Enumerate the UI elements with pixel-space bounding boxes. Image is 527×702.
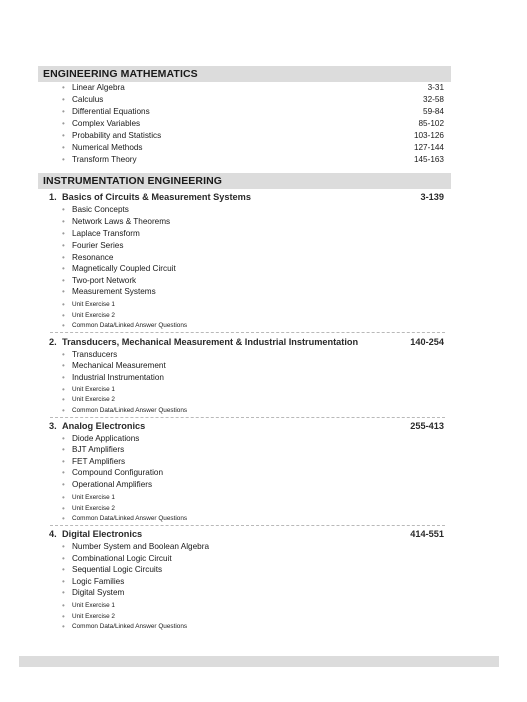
bullet-icon: • [62, 457, 65, 466]
bullet-icon: • [62, 119, 65, 128]
exercise-label: Unit Exercise 1 [72, 602, 115, 609]
toc-item[interactable] [0, 154, 527, 166]
toc-item-label: Calculus [72, 95, 104, 104]
toc-item[interactable] [0, 204, 527, 216]
toc-item[interactable] [0, 564, 527, 576]
bullet-icon: • [62, 514, 65, 523]
toc-item-label: Numerical Methods [72, 143, 143, 152]
toc-item-pages: 59-84 [423, 107, 444, 116]
bullet-icon: • [62, 554, 65, 563]
toc-item[interactable] [0, 541, 527, 553]
chapter-title: Analog Electronics [62, 421, 146, 431]
chapter-number: 4. [49, 529, 57, 539]
bullet-icon: • [62, 445, 65, 454]
exercise-label: Unit Exercise 1 [72, 386, 115, 393]
exercise-item[interactable] [0, 320, 527, 332]
bullet-icon: • [62, 143, 65, 152]
toc-item-label: Compound Configuration [72, 468, 164, 477]
section-title: INSTRUMENTATION ENGINEERING [43, 175, 223, 187]
toc-item[interactable] [0, 94, 527, 106]
toc-item-label: Sequential Logic Circuits [72, 565, 163, 574]
toc-item-label: Network Laws & Theorems [72, 217, 171, 226]
toc-item[interactable] [0, 130, 527, 142]
bullet-icon: • [62, 131, 65, 140]
bullet-icon: • [62, 217, 65, 226]
chapter-page-range: 140-254 [410, 337, 444, 347]
exercise-label: Unit Exercise 2 [72, 505, 115, 512]
bullet-icon: • [62, 229, 65, 238]
toc-item-label: Number System and Boolean Algebra [72, 542, 209, 551]
toc-item-label: Measurement Systems [72, 287, 156, 296]
toc-item-label: Digital System [72, 588, 125, 597]
exercise-label: Unit Exercise 2 [72, 613, 115, 620]
toc-item-label: Resonance [72, 253, 114, 262]
toc-item[interactable] [0, 479, 527, 491]
toc-item[interactable] [0, 82, 527, 94]
toc-item-label: Diode Applications [72, 434, 140, 443]
exercise-label: Common Data/Linked Answer Questions [72, 515, 188, 522]
toc-item-label: Transducers [72, 350, 118, 359]
toc-item-label: Laplace Transform [72, 229, 140, 238]
exercise-label: Common Data/Linked Answer Questions [72, 407, 188, 414]
bullet-icon: • [62, 276, 65, 285]
toc-item-label: Probability and Statistics [72, 131, 162, 140]
toc-item[interactable] [0, 444, 527, 456]
chapter-heading[interactable] [0, 190, 527, 204]
bullet-icon: • [62, 253, 65, 262]
bullet-icon: • [62, 83, 65, 92]
chapter-divider [50, 332, 445, 333]
bullet-icon: • [62, 350, 65, 359]
toc-item-pages: 145-163 [413, 155, 444, 164]
toc-item-pages: 32-58 [423, 95, 444, 104]
exercise-label: Common Data/Linked Answer Questions [72, 322, 188, 329]
bullet-icon: • [62, 264, 65, 273]
toc-item[interactable] [0, 360, 527, 372]
bullet-icon: • [62, 287, 65, 296]
toc-item[interactable] [0, 106, 527, 118]
toc-item-pages: 127-144 [413, 143, 444, 152]
toc-item[interactable] [0, 216, 527, 228]
toc-item[interactable] [0, 372, 527, 384]
bullet-icon: • [62, 565, 65, 574]
bullet-icon: • [62, 361, 65, 370]
bullet-icon: • [62, 588, 65, 597]
exercise-label: Unit Exercise 2 [72, 312, 115, 319]
toc-item-label: Industrial Instrumentation [72, 373, 164, 382]
toc-item-label: Complex Variables [72, 119, 141, 128]
chapter-page-range: 255-413 [410, 421, 444, 431]
chapter-number: 3. [49, 421, 57, 431]
exercise-label: Unit Exercise 2 [72, 396, 115, 403]
toc-item-label: Two-port Network [72, 276, 137, 285]
exercise-item[interactable] [0, 513, 527, 525]
bullet-icon: • [62, 601, 65, 610]
toc-item-label: Differential Equations [72, 107, 150, 116]
bullet-icon: • [62, 321, 65, 330]
toc-item-label: Linear Algebra [72, 83, 125, 92]
toc-item-label: Combinational Logic Circuit [72, 554, 172, 563]
bullet-icon: • [62, 468, 65, 477]
chapter-title: Digital Electronics [62, 529, 143, 539]
toc-item-label: Operational Amplifiers [72, 480, 153, 489]
toc-item-label: Magnetically Coupled Circuit [72, 264, 176, 273]
toc-item-pages: 85-102 [418, 119, 444, 128]
bullet-icon: • [62, 155, 65, 164]
chapter-page-range: 3-139 [420, 192, 444, 202]
toc-item-label: Fourier Series [72, 241, 124, 250]
exercise-item[interactable] [0, 405, 527, 417]
bullet-icon: • [62, 205, 65, 214]
chapter-heading[interactable] [0, 527, 527, 541]
bullet-icon: • [62, 385, 65, 394]
toc-item[interactable] [0, 228, 527, 240]
toc-item-pages: 103-126 [413, 131, 444, 140]
toc-item[interactable] [0, 263, 527, 275]
chapter-page-range: 414-551 [410, 529, 444, 539]
toc-item-label: BJT Amplifiers [72, 445, 125, 454]
chapter-title: Transducers, Mechanical Measurement & Industrial Instrumentation [62, 337, 359, 347]
toc-item[interactable] [0, 467, 527, 479]
section-banner-instrumentation [38, 173, 451, 189]
bullet-icon: • [62, 241, 65, 250]
toc-item[interactable] [0, 142, 527, 154]
bullet-icon: • [62, 406, 65, 415]
chapter-divider [50, 525, 445, 526]
exercise-item[interactable] [0, 621, 527, 633]
toc-item-label: Basic Concepts [72, 205, 129, 214]
section-title: ENGINEERING MATHEMATICS [43, 68, 198, 80]
exercise-label: Unit Exercise 1 [72, 494, 115, 501]
exercise-label: Unit Exercise 1 [72, 301, 115, 308]
chapter-title: Basics of Circuits & Measurement Systems [62, 192, 251, 202]
bullet-icon: • [62, 504, 65, 513]
chapter-heading[interactable] [0, 419, 527, 433]
toc-item[interactable] [0, 587, 527, 599]
exercise-label: Common Data/Linked Answer Questions [72, 623, 188, 630]
bullet-icon: • [62, 434, 65, 443]
chapter-divider [50, 417, 445, 418]
toc-item[interactable] [0, 286, 527, 298]
bullet-icon: • [62, 395, 65, 404]
bullet-icon: • [62, 493, 65, 502]
chapter-heading[interactable] [0, 335, 527, 349]
bullet-icon: • [62, 311, 65, 320]
toc-item-label: Logic Families [72, 577, 125, 586]
bullet-icon: • [62, 542, 65, 551]
bullet-icon: • [62, 95, 65, 104]
chapter-number: 1. [49, 192, 57, 202]
bullet-icon: • [62, 300, 65, 309]
bullet-icon: • [62, 577, 65, 586]
section-banner-mathematics [38, 66, 451, 82]
toc-item[interactable] [0, 240, 527, 252]
bullet-icon: • [62, 622, 65, 631]
footer-bar [19, 656, 499, 667]
bullet-icon: • [62, 107, 65, 116]
toc-item-pages: 3-31 [427, 83, 444, 92]
bullet-icon: • [62, 612, 65, 621]
toc-item-label: Transform Theory [72, 155, 137, 164]
toc-item[interactable] [0, 118, 527, 130]
bullet-icon: • [62, 373, 65, 382]
chapter-number: 2. [49, 337, 57, 347]
toc-item-label: Mechanical Measurement [72, 361, 166, 370]
toc-item-label: FET Amplifiers [72, 457, 126, 466]
bullet-icon: • [62, 480, 65, 489]
